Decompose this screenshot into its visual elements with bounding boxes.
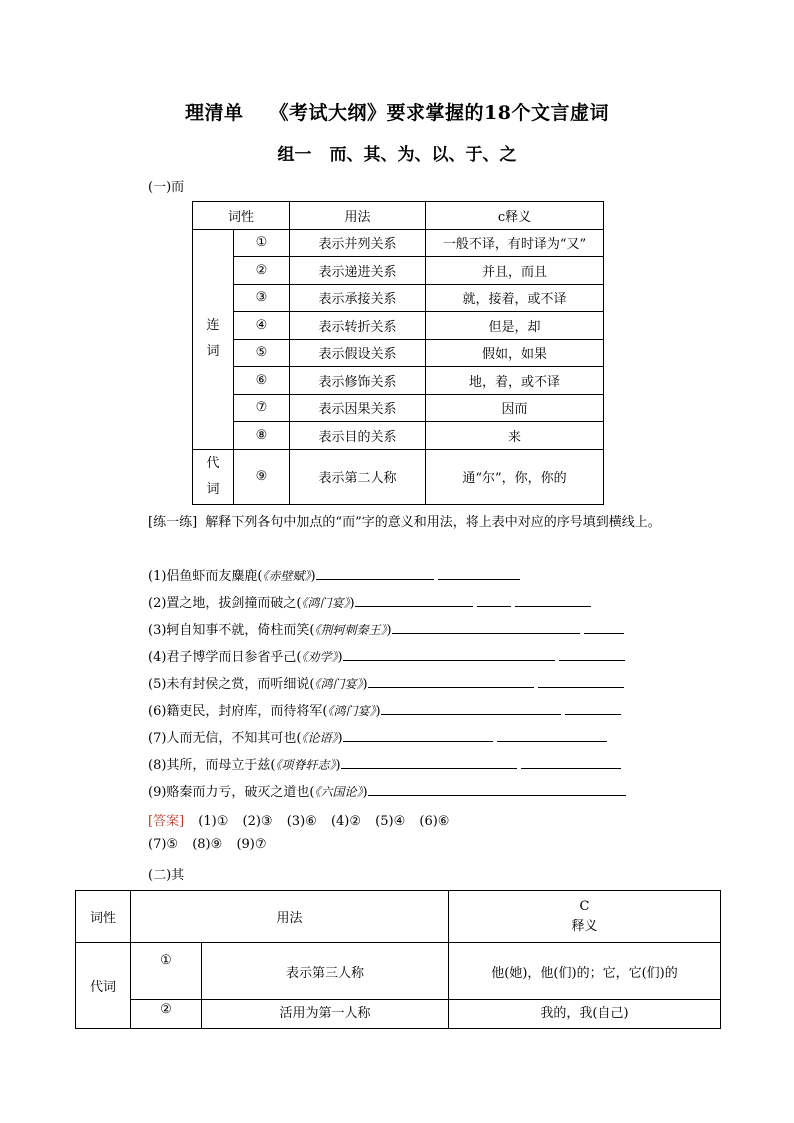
answer-blank[interactable] — [538, 674, 624, 688]
answer-blank[interactable] — [316, 566, 434, 580]
section-heading-er: (一)而 — [148, 180, 185, 195]
row-meaning: 来 — [426, 422, 604, 450]
answer-blank[interactable] — [584, 620, 624, 634]
row-meaning: 我的，我(自己) — [449, 1000, 721, 1029]
exercise-instruction — [120, 510, 710, 535]
answer-blank[interactable] — [477, 593, 511, 607]
header-pos: 词性 — [76, 891, 131, 943]
question-item: (1)侣鱼虾而友麋鹿(《赤壁赋》) — [148, 565, 520, 584]
row-meaning: 假如，如果 — [426, 339, 604, 367]
row-usage: 表示并列关系 — [290, 229, 426, 257]
header-usage: 用法 — [290, 202, 426, 230]
answer-blank[interactable] — [368, 674, 534, 688]
header-meaning: C 释义 — [449, 891, 721, 943]
answer-blank[interactable] — [341, 755, 517, 769]
section-heading-qi: (二)其 — [148, 868, 185, 883]
qi-usage-table — [75, 890, 721, 1029]
table-header-row — [193, 202, 604, 230]
row-meaning: 就，接着，或不译 — [426, 284, 604, 312]
row-meaning: 并且，而且 — [426, 257, 604, 285]
answer-blank[interactable] — [355, 593, 473, 607]
row-number: ⑥ — [234, 367, 290, 395]
title-part1: 理清单 — [185, 102, 244, 124]
table-row — [193, 312, 604, 340]
question-item: (8)其所，而母立于兹(《项脊轩志》) — [148, 754, 621, 773]
row-number: ① — [234, 229, 290, 257]
row-usage: 活用为第一人称 — [202, 1000, 449, 1029]
page-title — [0, 98, 794, 125]
answer-item: (2)③ — [242, 814, 273, 829]
header-meaning: c释义 — [426, 202, 604, 230]
row-number: ② — [131, 1000, 202, 1029]
answer-item: (9)⑦ — [236, 837, 267, 852]
question-item: (7)人而无信，不知其可也(《论语》) — [148, 727, 607, 746]
row-meaning: 通“尔”，你，你的 — [426, 449, 604, 504]
table-row — [76, 1000, 721, 1029]
row-usage: 表示转折关系 — [290, 312, 426, 340]
row-usage: 表示假设关系 — [290, 339, 426, 367]
row-meaning: 一般不译，有时译为“又” — [426, 229, 604, 257]
answer-blank[interactable] — [559, 647, 625, 661]
page-subtitle — [0, 140, 794, 165]
row-number: ① — [131, 943, 202, 1000]
row-usage: 表示目的关系 — [290, 422, 426, 450]
answer-line — [148, 810, 459, 829]
question-item: (4)君子博学而日参省乎己(《劝学》) — [148, 646, 625, 665]
answer-item: (3)⑥ — [286, 814, 317, 829]
table-row — [193, 449, 604, 504]
table-row — [193, 229, 604, 257]
row-number: ⑦ — [234, 394, 290, 422]
answer-blank[interactable] — [515, 593, 591, 607]
row-number: ⑤ — [234, 339, 290, 367]
row-meaning: 但是，却 — [426, 312, 604, 340]
row-usage: 表示第二人称 — [290, 449, 426, 504]
answer-item: (7)⑤ — [148, 837, 179, 852]
row-meaning: 地，着，或不译 — [426, 367, 604, 395]
answer-item: (8)⑨ — [192, 837, 223, 852]
row-usage: 表示第三人称 — [202, 943, 449, 1000]
title-part2: 《考试大纲》要求掌握的18个文言虚词 — [269, 102, 609, 124]
header-usage: 用法 — [131, 891, 449, 943]
pos-cell-pronoun: 代词 — [193, 449, 234, 504]
answer-blank[interactable] — [497, 728, 607, 742]
answer-blank[interactable] — [392, 620, 580, 634]
answer-blank[interactable] — [343, 647, 555, 661]
question-item: (2)置之地，拔剑撞而破之(《鸿门宴》) — [148, 592, 591, 611]
row-number: ④ — [234, 312, 290, 340]
answer-label: [答案] — [148, 814, 185, 829]
table-row — [193, 339, 604, 367]
question-item: (9)赂秦而力亏，破灭之道也(《六国论》) — [148, 781, 626, 800]
pos-cell-pronoun: 代词 — [76, 943, 131, 1029]
table-row — [193, 284, 604, 312]
row-meaning: 他(她)，他(们)的；它，它(们)的 — [449, 943, 721, 1000]
exercise-label: [练一练] — [148, 515, 198, 530]
row-number: ⑨ — [234, 449, 290, 504]
table-row — [193, 422, 604, 450]
question-item: (6)籍吏民，封府库，而待将军(《鸿门宴》) — [148, 700, 621, 719]
answer-line — [148, 837, 277, 852]
exercise-text: 解释下列各句中加点的“而”字的意义和用法，将上表中对应的序号填到横线上。 — [205, 515, 661, 530]
row-meaning: 因而 — [426, 394, 604, 422]
row-usage: 表示递进关系 — [290, 257, 426, 285]
answer-blank[interactable] — [368, 782, 626, 796]
answer-blank[interactable] — [521, 755, 621, 769]
subtitle-part1: 组一 — [277, 145, 312, 165]
table-row — [76, 943, 721, 1000]
answer-item: (1)① — [198, 814, 229, 829]
table-row — [193, 367, 604, 395]
er-usage-table — [192, 201, 604, 505]
answer-blank[interactable] — [381, 701, 561, 715]
row-number: ② — [234, 257, 290, 285]
answer-blank[interactable] — [438, 566, 520, 580]
row-number: ⑧ — [234, 422, 290, 450]
answer-blank[interactable] — [343, 728, 493, 742]
header-pos: 词性 — [193, 202, 290, 230]
row-usage: 表示承接关系 — [290, 284, 426, 312]
row-usage: 表示因果关系 — [290, 394, 426, 422]
row-number: ③ — [234, 284, 290, 312]
row-usage: 表示修饰关系 — [290, 367, 426, 395]
question-item: (3)轲自知事不就，倚柱而笑(《荆轲刺秦王》) — [148, 619, 624, 638]
answer-item: (5)④ — [375, 814, 406, 829]
answer-item: (4)② — [330, 814, 362, 829]
table-row — [193, 394, 604, 422]
answer-item: (6)⑥ — [419, 814, 450, 829]
table-header-row — [76, 891, 721, 943]
table-row — [193, 257, 604, 285]
question-item: (5)未有封侯之赏，而听细说(《鸿门宴》) — [148, 673, 624, 692]
answer-blank[interactable] — [565, 701, 621, 715]
pos-cell-conjunction: 连词 — [193, 229, 234, 449]
subtitle-part2: 而、其、为、以、于、之 — [329, 145, 517, 165]
